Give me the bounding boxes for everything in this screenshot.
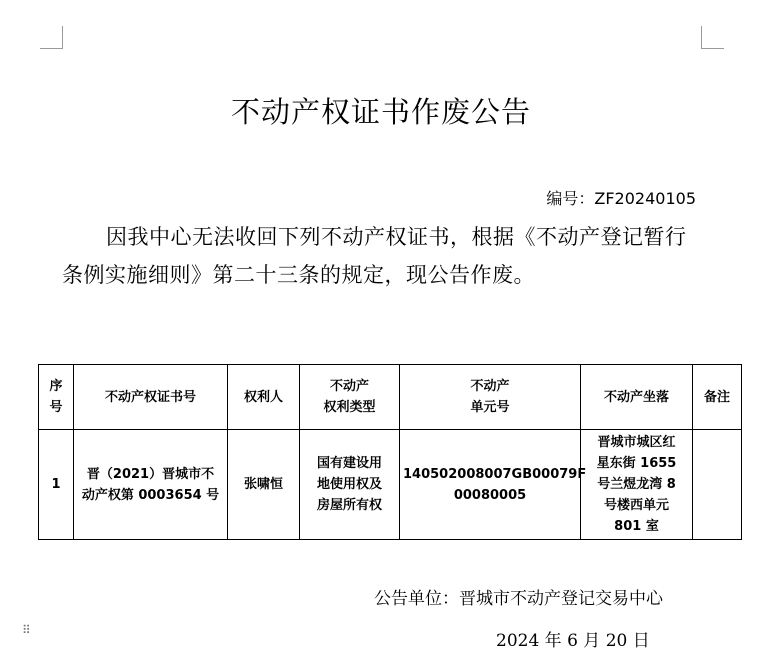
table-header-row [39,365,742,430]
document-number: 编号：ZF20240105 [546,189,696,208]
cell-location: 晋城市城区红 星东街 1655 号兰煜龙湾 8 号楼西单元 801 室 [581,430,693,540]
header-remark: 备注 [693,365,742,430]
header-unit-no: 不动产 单元号 [400,365,581,430]
cell-cert-no: 晋（2021）晋城市不 动产权第 0003654 号 [74,430,228,540]
issuer: 公告单位：晋城市不动产登记交易中心 [374,589,663,609]
cell-seq: 1 [39,430,74,540]
header-location: 不动产坐落 [581,365,693,430]
drag-handle-icon[interactable]: ⠿ [22,623,30,637]
table-row [39,430,742,540]
notice-body: 因我中心无法收回下列不动产权证书，根据《不动产登记暂行条例实施细则》第二十三条的规定，现公告作废。 [62,225,687,287]
header-cert-no: 不动产权证书号 [74,365,228,430]
cell-remark [693,430,742,540]
crop-mark-top-right-icon [701,26,724,49]
header-holder: 权利人 [228,365,300,430]
cell-right-type: 国有建设用 地使用权及 房屋所有权 [300,430,400,540]
certificate-table [38,364,742,540]
cell-unit-no: 140502008007GB00079F 00080005 [400,430,581,540]
header-right-type: 不动产 权利类型 [300,365,400,430]
header-seq: 序 号 [39,365,74,430]
notice-date: 2024 年 6 月 20 日 [496,631,650,651]
notice-title: 不动产权证书作废公告 [230,95,531,129]
crop-mark-top-left-icon [40,26,63,49]
cell-holder: 张啸恒 [228,430,300,540]
